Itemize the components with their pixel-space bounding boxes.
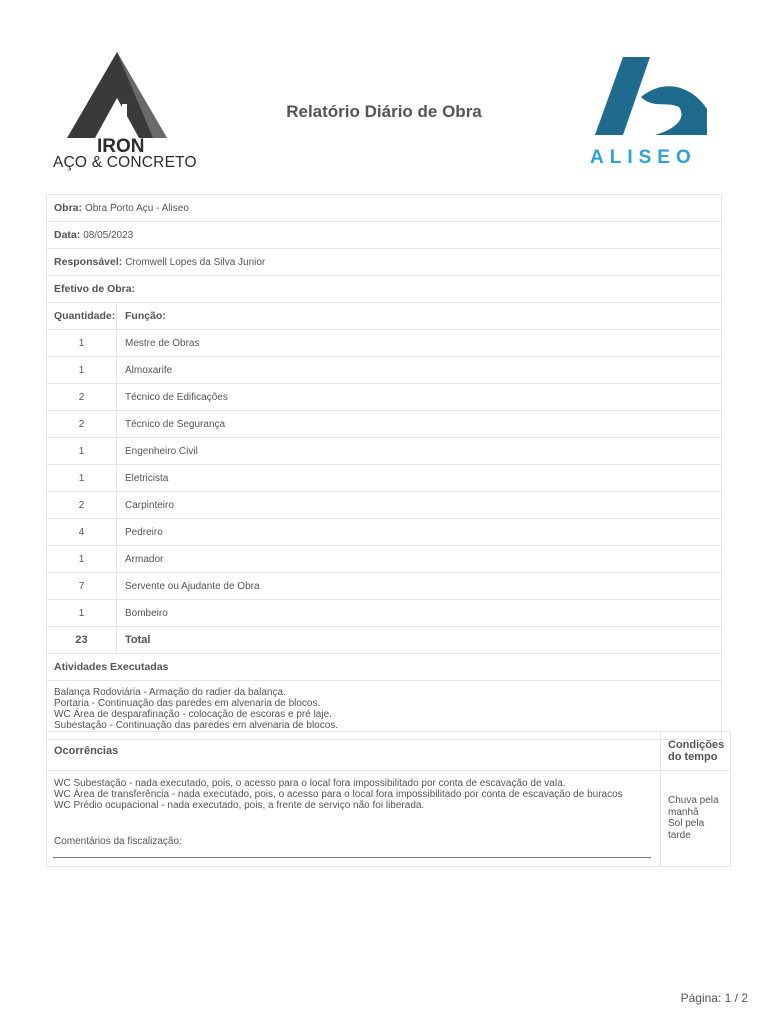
occurrences-text (54, 778, 623, 811)
responsavel-value: Cromwell Lopes da Silva Junior (125, 257, 266, 268)
iron-logo-name: IRON (97, 136, 145, 157)
weather-line: Sol pela (668, 818, 705, 829)
function-column-header: Função: (125, 310, 166, 322)
staff-row (46, 384, 722, 411)
activities-header-row (46, 654, 722, 681)
activities-label: Atividades Executadas (54, 661, 169, 673)
staff-function: Bombeiro (125, 607, 168, 619)
activity-item: WC Área de desparafinação - colocação de escoras e pré laje. (54, 709, 332, 720)
efetivo-row (46, 276, 722, 303)
iron-logo-subtitle: AÇO & CONCRETO (53, 154, 197, 171)
weather-line: Chuva pela (668, 795, 719, 806)
staff-quantity: 4 (47, 519, 117, 545)
responsavel-row (46, 249, 722, 276)
occurrences-section (46, 731, 731, 867)
iron-triangle-icon (65, 50, 169, 140)
staff-row (46, 600, 722, 627)
staff-function: Servente ou Ajudante de Obra (125, 580, 260, 592)
staff-function: Carpinteiro (125, 499, 174, 511)
weather-header (661, 732, 730, 771)
total-label: Total (125, 634, 151, 646)
obra-value: Obra Porto Açu - Aliseo (84, 203, 189, 214)
staff-row (46, 357, 722, 384)
staff-quantity: 7 (47, 573, 117, 599)
data-label: Data: (54, 229, 81, 241)
occurrences-title: Ocorrências (54, 745, 119, 757)
activity-item: Portaria - Continuação das paredes em alvenaria de blocos. (54, 698, 321, 709)
weather-title-line: Condições (668, 739, 725, 751)
staff-function: Técnico de Segurança (125, 418, 226, 430)
aliseo-logo (585, 52, 720, 172)
staff-function: Armador (125, 553, 164, 565)
staff-row (46, 411, 722, 438)
staff-row (46, 330, 722, 357)
responsavel-label: Responsável: (54, 256, 123, 268)
staff-function: Pedreiro (125, 526, 163, 538)
staff-quantity: 2 (47, 384, 117, 410)
page-number: Página: 1 / 2 (680, 991, 748, 1005)
total-row (46, 627, 722, 654)
staff-quantity: 2 (47, 492, 117, 518)
data-row (46, 222, 722, 249)
occurrence-item: WC Subestação - nada executado, pois, o acesso para o local fora impossibilitado por conta de escavação de vala. (54, 778, 566, 789)
staff-function: Técnico de Edificações (125, 391, 228, 403)
staff-row (46, 519, 722, 546)
report-header (0, 0, 768, 190)
staff-quantity: 1 (47, 546, 117, 572)
efetivo-label: Efetivo de Obra: (54, 283, 136, 295)
quantity-column-header: Quantidade: (47, 303, 117, 329)
page-title: Relatório Diário de Obra (286, 102, 482, 121)
occurrences-header (47, 732, 660, 771)
weather-title-line: do tempo (668, 751, 718, 763)
occurrences-panel (47, 732, 661, 866)
staff-row (46, 573, 722, 600)
staff-row (46, 546, 722, 573)
aliseo-mark-icon (595, 57, 710, 139)
comment-signature-line (53, 857, 651, 858)
staff-quantity: 2 (47, 411, 117, 437)
staff-quantity: 1 (47, 600, 117, 626)
comment-label: Comentários da fiscalização: (54, 836, 182, 847)
staff-function: Eletricista (125, 472, 169, 484)
occurrence-item: WC Área de transferência - nada executado, pois, o acesso para o local fora impossibilitado por conta de escavação de buracos (54, 789, 623, 800)
obra-label: Obra: (54, 202, 83, 214)
total-quantity: 23 (47, 627, 117, 653)
weather-text (668, 795, 728, 841)
staff-function: Almoxarife (125, 364, 173, 376)
staff-row (46, 492, 722, 519)
report-table (46, 194, 722, 740)
activity-item: Balança Rodoviária - Armação do radier da balança. (54, 687, 286, 698)
occurrence-item: WC Prédio ocupacional - nada executado, pois, a frente de serviço não foi liberada. (54, 800, 425, 811)
weather-panel (661, 732, 730, 866)
staff-header-row (46, 303, 722, 330)
staff-function: Engenheiro Civil (125, 445, 198, 457)
aliseo-logo-name: ALISEO (590, 147, 697, 168)
obra-row (46, 194, 722, 222)
staff-quantity: 1 (47, 438, 117, 464)
activity-item: Subestação - Continuação das paredes em alvenaria de blocos. (54, 720, 339, 731)
staff-quantity: 1 (47, 330, 117, 356)
staff-quantity: 1 (47, 357, 117, 383)
staff-row (46, 438, 722, 465)
staff-row (46, 465, 722, 492)
weather-line: tarde (668, 829, 691, 841)
staff-quantity: 1 (47, 465, 117, 491)
weather-title (668, 739, 724, 763)
data-value: 08/05/2023 (83, 230, 134, 241)
weather-line: manhã (668, 806, 699, 818)
staff-function: Mestre de Obras (125, 337, 200, 349)
